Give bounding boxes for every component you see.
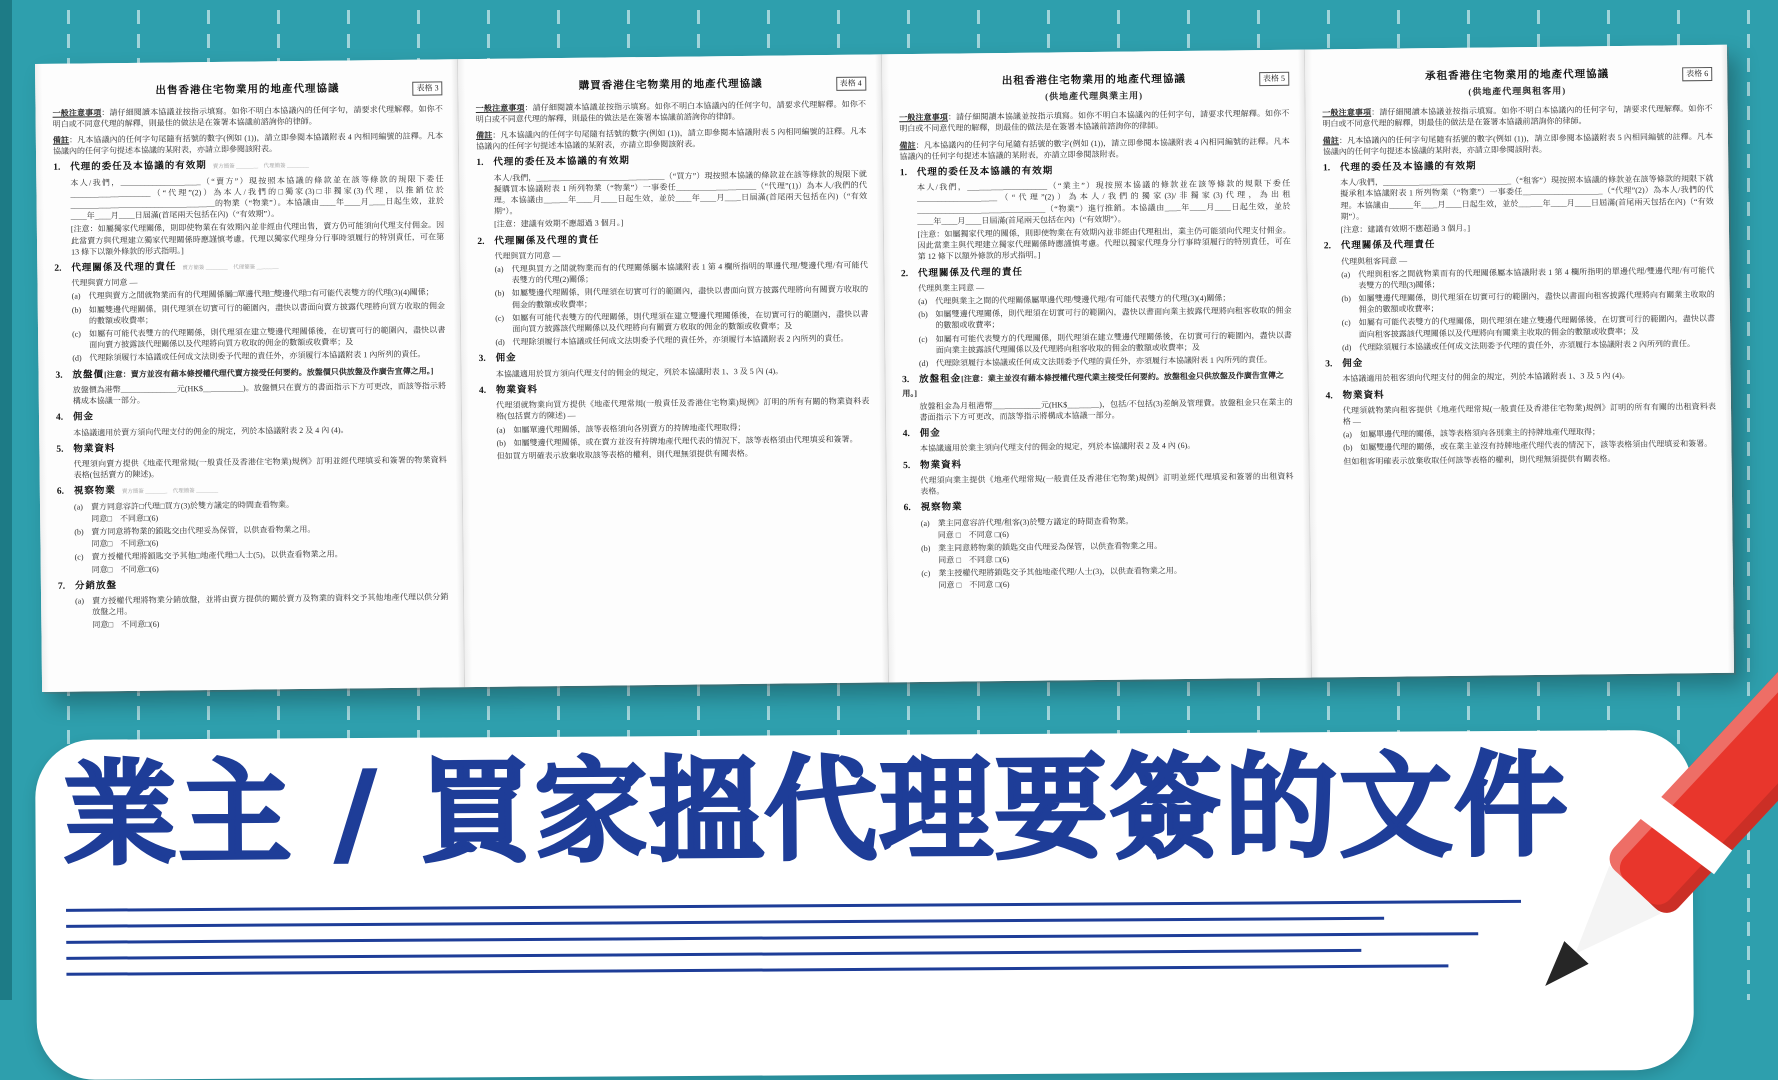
section-paragraph: 代理須向業主提供《地產代理常規(一般責任及香港住宅物業)規例》訂明並經代理填妥和簽署的出租資料表格。 <box>920 471 1294 497</box>
item-body: 代理與業主之間的代理關係屬單邊代理/雙邊代理/有可能代表雙方的代理(3)(4)關係； <box>935 293 1231 306</box>
item-text <box>938 513 1294 540</box>
general-note-label: 一般注意事項 <box>899 112 949 123</box>
section-paragraph: 代理須就物業向租客提供《地產代理常規(一般責任及香港住宅物業)規例》訂明的所有有關的出租資料表格 — <box>1342 401 1717 427</box>
section-paragraph: 本人/我們，____________________（“業主”）現按照本協議的條款並在該等條款的規限下委任____________________（“代理”(2)）為本人/我們的獨家(3)/非獨家(3)代理，為出租________________________________（“物業”）進行推銷。本協議由____年____月____日起生效，並於____年____月____日屆滿(首尾兩天包括在內)（“有效期”）。 <box>916 179 1291 226</box>
section-paragraph: 本人/我們，________________________________（“買方”）現按照本協議的條款並在該等條款的規限下就擬購買本協議附表 1 所列物業（“物業”）一事委任____________________（“代理”(1)）為本人/我們的代理。本協議由______年____月____日起生效，並於____年____月____日屆滿(首尾兩天包括在內)（“有效期”）。 <box>493 169 868 217</box>
doc-title: 承租香港住宅物業用的地產代理協議 <box>1425 69 1610 83</box>
item-text <box>92 548 448 575</box>
section-title: 視察物業 <box>920 502 963 514</box>
item-label: (c) <box>74 552 84 563</box>
item-label: (b) <box>918 310 928 320</box>
section-intro: 代理與業主同意 — <box>918 283 985 293</box>
section-paragraph: 本協議適用於賣方須向代理支付的佣金的規定，列於本協議附表 2 及 4 內 (4)。 <box>73 425 349 438</box>
item-body: 如屬雙邊代理關係，或在賣方並沒有持牌地產代理代表的情況下，該等表格須由代理填妥和簽署。 <box>513 434 858 448</box>
list-item <box>1342 338 1715 353</box>
section-paragraph: 本協議適用於買方須向代理支付的佣金的規定，列於本協議附表 1、3 及 5 內 (4)。 <box>495 366 784 379</box>
agreement-page-form6 <box>1305 45 1734 678</box>
initials-note: 賣方簡簽 ________ 代理簡簽 ________ <box>121 488 219 496</box>
consent-checkboxes: 同意□ 不同意□(6) <box>91 564 159 575</box>
doc-sections <box>1323 158 1717 467</box>
section-number: 4. <box>1325 390 1333 401</box>
section-number: 6. <box>903 503 911 514</box>
contract-section <box>1324 236 1716 353</box>
list-item <box>921 513 1294 541</box>
initials-note: 賣方簡簽 ________ 代理簡簽 ________ <box>182 264 279 272</box>
section-paragraph: [注意：如屬獨家代理的關係，則即使物業在有效期內並非經由代理租出，業主仍可能須向代理支付佣金。因此當業主與代理建立獨家代理關係時應謹慎考慮。代理以獨家代理身分行事時須履行的特別責任，可在第 12 條下以額外條款的形式指明。] <box>917 225 1291 262</box>
item-body: 如屬單邊代理的關係，該等表格須向各別業主的持牌地產代理取得； <box>1359 427 1601 440</box>
section-title: 代理的委任及本協議的有效期 <box>916 166 1054 178</box>
item-text <box>512 333 868 348</box>
section-title: 物業資料 <box>495 385 539 396</box>
section-number: 4. <box>902 429 910 440</box>
remark-text: ：凡本協議內的任何字句尾隨有括號的數字(例如 (1))，請立即參閱本協議附表 4 內相同編號的註釋。凡本協議內的任何字句提述本協議的某附表，亦請立即參閱該附表。 <box>899 136 1290 161</box>
contract-section <box>1325 354 1716 385</box>
consent-checkboxes: 同意 □ 不同意 □(6) <box>937 529 1009 540</box>
section-number: 3. <box>478 354 486 365</box>
doc-title: 出租香港住宅物業用的地產代理協議 <box>1001 73 1186 88</box>
contract-section <box>56 439 447 481</box>
section-paragraph: [注意：建議有效期不應超過 3 個月。] <box>1340 223 1471 235</box>
item-body: 代理除須履行本協議或任何成文法則委予代理的責任外，亦須履行本協議附表 1 內所列的責任。 <box>935 355 1272 368</box>
section-paragraph: 本人/我們，____________________（“賣方”）現按照本協議的條款並在該等條款的規限下委任____________________（“代理”(2)）為本人/我們的□獨家(3)□非獨家(3)代理，以推銷位於____________________________________的物業（“物業”）。本協議由____年____月____日起生效，並於____年____月____日屆滿(首尾兩天包括在內)（“有效期”）。 <box>70 174 444 221</box>
general-note-text: ：請仔細閱讀本協議並按指示填寫。如你不明白本協議內的任何字句，請要求代理解釋。如你不明白或不同意代理的解釋，則最佳的做法是在簽署本協議前諮詢你的律師。 <box>1322 104 1713 129</box>
section-number: 3. <box>55 370 63 381</box>
item-text <box>936 354 1292 369</box>
item-body: 如屬雙邊代理關係，則代理須在切實可行的範圍內，盡快以書面向賣方披露代理將向買方收取的佣金的數額或收費率； <box>88 301 446 326</box>
list-item <box>1341 265 1714 292</box>
contract-section <box>55 365 446 407</box>
remark-label: 備註 <box>52 135 70 145</box>
documents-sheet <box>35 45 1734 692</box>
doc-title: 出售香港住宅物業用的地產代理協議 <box>155 83 340 97</box>
section-paragraph: [注意：如屬獨家代理關係，則即使物業在有效期內並非經由代理出售，賣方仍可能須向代理支付佣金。因此當賣方與代理建立獨家代理關係時應謹慎考慮。代理以獨家代理身分行事時須履行的特別責任，可在第 13 條下以額外條款的形式指明。] <box>70 220 445 257</box>
item-label: (c) <box>918 334 928 344</box>
doc-subtitle: (供地產代理與業主用) <box>1044 90 1144 102</box>
remark <box>476 126 866 153</box>
item-label: (b) <box>496 438 506 448</box>
list-item <box>75 592 449 631</box>
item-label: (d) <box>72 353 82 364</box>
section-title: 分銷放盤 <box>74 580 117 592</box>
item-label: (b) <box>1343 443 1353 453</box>
section-title-note: [注意：賣方並沒有藉本條授權代理代賣方接受任何要約。放盤價只供放盤及作廣告宣傳之用。] <box>103 366 434 379</box>
section-paragraph: 本協議適用於租客須向代理支付的佣金的規定，列於本協議附表 1、3 及 5 內 (4)。 <box>1342 371 1630 384</box>
contract-section <box>479 349 870 380</box>
section-number: 1. <box>476 158 484 169</box>
item-body: 如屬有可能代表雙方的代理關係，則代理須在建立雙邊代理關係後，在切實可行的範圍內，盡快以書面向買方披露該代理關係以及代理將向有關賣方收取的佣金的數額或收費率；及 <box>512 309 869 334</box>
general-note-text: ：請仔細閱讀本協議並按指示填寫。如你不明白本協議內的任何字句，請要求代理解釋。如你不明白或不同意代理的解釋，則最佳的做法是在簽署本協議前諮詢你的律師。 <box>475 99 867 124</box>
agreement-page-form4 <box>458 54 888 687</box>
item-label: (a) <box>920 518 930 528</box>
contract-section <box>58 576 449 630</box>
list-item <box>919 354 1292 369</box>
section-paragraph: 本人/我們，________________________________（“租客”）現按照本協議的條款並在該等條款的規限下就擬承租本協議附表 1 所列物業（“物業”）一事委任____________________（“代理”(2)）為本人/我們的代理。本協議由______年____月____日起生效，並於______年____月____日屆滿(首尾兩天包括在內)（“有效期”）。 <box>1340 174 1714 222</box>
item-label: (d) <box>495 337 505 348</box>
item-body: 如屬雙邊代理關係，則代理須在切實可行的範圍內，盡快以書面向租客披露代理將向有關業主收取的佣金的數額或收費率； <box>1358 290 1715 315</box>
ruled-line <box>66 900 1521 912</box>
section-title: 物業資料 <box>920 460 963 471</box>
section-number: 2. <box>477 236 485 247</box>
remark-text: ：凡本協議內的任何字句尾隨有括號的數字(例如 (1))，請立即參閱本協議附表 5 內相同編號的註釋。凡本協議內的任何字句提述本協議的某附表，亦請立即參閱該附表。 <box>476 126 867 152</box>
item-label: (d) <box>1341 342 1352 353</box>
section-title: 代理關係及代理的責任 <box>71 262 177 274</box>
consent-checkboxes: 同意□ 不同意□(6) <box>91 513 159 524</box>
item-body: 如屬單邊代理關係，該等表格須向各別賣方的持牌地產代理取得； <box>513 422 746 435</box>
item-label: (b) <box>74 527 84 537</box>
contract-section <box>53 158 444 258</box>
remark-text: ：凡本協議內的任何字句尾隨有括號的數字(例如 (1))，請立即參閱本協議附表 4 內相同編號的註釋。凡本協議內的任何字句提述本協議的某附表，亦請立即參閱該附表。 <box>52 131 444 157</box>
general-note <box>899 108 1289 135</box>
contract-section <box>476 153 867 231</box>
remark <box>53 130 443 157</box>
item-text <box>512 260 868 286</box>
page-header <box>1322 67 1713 100</box>
page-header <box>899 72 1290 105</box>
section-number: 3. <box>902 375 910 386</box>
remark <box>1323 131 1713 158</box>
contract-section <box>904 498 1295 592</box>
item-body: 如屬雙邊代理關係，則代理須在切實可行的範圍內，盡快以書面向買方披露代理將向有關賣方收取的佣金的數額或收費率； <box>511 285 869 310</box>
headline-card <box>35 730 1694 1080</box>
section-number: 6. <box>56 487 65 498</box>
ruled-lines <box>66 899 1693 976</box>
item-text <box>92 592 449 631</box>
section-intro: 代理與租客同意 — <box>1341 255 1408 266</box>
section-title: 物業資料 <box>1342 390 1385 401</box>
item-label: (a) <box>496 425 506 435</box>
list-item <box>495 308 868 335</box>
item-label: (c) <box>1341 318 1351 328</box>
contract-section <box>901 263 1292 369</box>
section-title: 代理關係及代理的責任 <box>917 267 1024 279</box>
remark <box>899 135 1289 162</box>
section-title-note: [注意：業主並沒有藉本條授權代理代業主接受任何要約。放盤租金只供放盤及作廣告宣傳之用。] <box>902 371 1284 398</box>
general-note-label: 一般注意事項 <box>52 107 102 118</box>
item-label: (b) <box>1341 294 1351 304</box>
form-number-tag: 表格 5 <box>1259 72 1289 86</box>
list-item <box>919 329 1292 356</box>
consent-checkboxes: 同意 □ 不同意 □(6) <box>938 555 1010 565</box>
item-text <box>1358 265 1714 291</box>
section-title: 代理的委任及本協議的有效期 <box>70 161 207 173</box>
item-body: 如屬雙邊代理關係，則代理須在切實可行的範圍內，盡快以書面向業主披露代理將向租客收取的佣金的數額或收費率； <box>935 306 1292 331</box>
general-note-text: ：請仔細閱讀本協議並按指示填寫。如你不明白本協議內的任何字句，請要求代理解釋。如你不明白或不同意代理的解釋，則最佳的做法是在簽署本協議前諮詢你的律師。 <box>899 109 1290 134</box>
item-label: (a) <box>918 296 928 307</box>
remark-label: 備註 <box>1322 135 1339 146</box>
list-item <box>495 333 868 348</box>
item-body: 如屬雙邊代理的關係，或在業主並沒有持牌地產代理代表的情況下，該等表格須由代理填妥和簽署。 <box>1360 439 1713 453</box>
ruled-line <box>66 932 1478 944</box>
form-number-tag: 表格 6 <box>1682 67 1712 81</box>
section-heading <box>902 370 1293 399</box>
item-label: (a) <box>71 291 81 302</box>
agreement-page-form5 <box>881 50 1311 683</box>
item-label: (c) <box>495 313 505 323</box>
item-body: 代理除須履行本協議或任何成文法則委予代理的責任外，亦須履行本協議附表 2 內所列的責任。 <box>512 334 849 347</box>
item-label: (a) <box>1341 269 1351 279</box>
list-item <box>495 284 868 311</box>
section-number: 2. <box>1323 241 1332 252</box>
doc-sections <box>900 163 1295 592</box>
section-closing: 但如租客明確表示放棄收取任何該等表格的權利，則代理無須提供有關表格。 <box>1343 453 1616 466</box>
list-item <box>75 548 448 576</box>
general-note <box>1322 103 1712 130</box>
item-body: 業主同意將物業的鎖匙交由代理妥為保管，以供查看物業之用。 <box>937 541 1163 553</box>
remark-label: 備註 <box>476 130 493 141</box>
general-note-label: 一般注意事項 <box>475 103 525 113</box>
section-number: 1. <box>899 168 907 179</box>
item-body: 業主授權代理將鎖匙交予其他地產代理/人士(3)，以供查看物業之用。 <box>938 566 1182 579</box>
item-text <box>91 497 447 524</box>
section-number: 2. <box>54 263 62 274</box>
remark-text: ：凡本協議內的任何字句尾隨有括號的數字(例如 (1))，請立即參閱本協議附表 5 內相同編號的註釋。凡本協議內的任何字句提述本協議的某附表，亦請立即參閱該附表。 <box>1322 131 1713 157</box>
contract-section <box>54 258 445 364</box>
contract-section <box>57 482 448 576</box>
section-title: 物業資料 <box>73 443 116 455</box>
item-text <box>1359 338 1715 353</box>
list-item <box>72 324 445 351</box>
list-item <box>918 305 1291 332</box>
general-note <box>476 98 866 125</box>
section-title: 代理關係及代理的責任 <box>494 235 600 247</box>
general-note-label: 一般注意事項 <box>1322 108 1372 118</box>
item-body: 代理與買方之間就物業而有的代理關係屬本協議附表 1 第 4 欄所指明的單邊代理/雙邊代理/有可能代表雙方的代理(2)關係； <box>511 260 868 285</box>
contract-section <box>903 424 1294 455</box>
section-paragraph: 本協議適用於業主須向代理支付的佣金的規定，列於本協議附表 2 及 4 內 (6)。 <box>919 441 1196 454</box>
item-body: 如屬有可能代表雙方的代理關係，則代理須在建立雙邊代理關係後，在切實可行的範圍內，盡快以書面向租客披露該代理關係以及代理將向有關業主收取的佣金的數額或收費率；及 <box>1358 314 1716 339</box>
item-text <box>512 284 868 310</box>
section-paragraph: [注意：建議有效期不應超過 3 個月。] <box>494 218 624 230</box>
list-item <box>921 539 1294 567</box>
page-header <box>475 77 865 95</box>
item-body: 賣方授權代理將物業分銷放盤，並將由賣方提供的關於賣方及物業的資料交予其他地產代理以供分銷放盤之用。 <box>92 592 449 617</box>
section-title: 佣金 <box>919 428 941 440</box>
section-number: 7. <box>57 581 66 592</box>
section-title: 佣金 <box>72 412 95 423</box>
doc-title: 購買香港住宅物業用的地產代理協議 <box>578 78 763 92</box>
section-number: 3. <box>1325 359 1333 370</box>
list-item <box>1341 289 1714 316</box>
section-title: 放盤租金 <box>919 374 962 386</box>
consent-checkboxes: 同意□ 不同意□(6) <box>91 538 159 549</box>
section-title: 視察物業 <box>73 486 116 498</box>
list-item <box>74 522 447 550</box>
contract-section <box>477 231 869 348</box>
list-item <box>921 564 1294 592</box>
item-text <box>91 522 447 549</box>
section-number: 4. <box>478 385 487 396</box>
section-closing: 但如買方明確表示放棄收取該等表格的權利，則代理無須提供有關表格。 <box>496 448 753 461</box>
ruled-line <box>66 916 1384 927</box>
section-intro: 代理與買方同意 — <box>494 250 561 261</box>
doc-sections <box>53 158 449 631</box>
item-label: (c) <box>921 569 931 579</box>
item-text <box>89 300 445 326</box>
item-body: 賣方授權代理將鎖匙交予其他□地產代理□人士(5)，以供查看物業之用。 <box>91 550 343 562</box>
page-header <box>52 81 442 99</box>
item-text <box>89 324 445 350</box>
consent-checkboxes: 同意□ 不同意□(6) <box>92 619 160 629</box>
item-body: 代理與租客之間就物業而有的代理關係屬本協議附表 1 第 4 欄所指明的單邊代理/雙邊代理/有可能代表雙方的代理(3)關係； <box>1358 265 1715 290</box>
ruled-line <box>66 949 1361 960</box>
contract-section <box>479 380 870 462</box>
section-number: 1. <box>53 163 61 174</box>
section-number: 2. <box>900 268 909 279</box>
list-item <box>1342 313 1715 340</box>
general-note-text: ：請仔細閱讀本協議並按指示填寫。如你不明白本協議內的任何字句，請要求代理解釋。如你不明白或不同意代理的解釋，則最佳的做法是在簽署本協議前諮詢你的律師。 <box>52 104 443 129</box>
item-text <box>938 539 1294 566</box>
left-edge-strip <box>0 0 12 1000</box>
list-item <box>495 260 868 287</box>
agreement-page-form3 <box>35 59 465 692</box>
item-label: (d) <box>918 358 929 369</box>
list-item <box>74 497 447 525</box>
item-text <box>89 349 445 364</box>
section-number: 5. <box>903 460 911 471</box>
item-label: (a) <box>1342 430 1352 440</box>
item-label: (a) <box>75 596 85 606</box>
item-body: 賣方同意將物業的鎖匙交由代理妥為保管，以供查看物業之用。 <box>91 524 316 537</box>
list-item <box>72 300 445 327</box>
contract-section <box>56 408 447 439</box>
item-body: 如屬有可能代表雙方的代理關係，則代理須在建立雙邊代理關係後，在切實可行的範圍內，盡快以書面向賣方披露該代理關係以及代理將向買方收取的佣金的數額或收費率；及 <box>89 325 446 350</box>
item-label: (b) <box>494 289 505 299</box>
item-label: (a) <box>494 264 504 274</box>
pen-white-band <box>1641 795 1733 874</box>
section-number: 1. <box>1322 163 1331 174</box>
item-label: (c) <box>72 329 82 339</box>
item-label: (b) <box>71 305 82 315</box>
remark-label: 備註 <box>899 140 916 150</box>
list-item <box>72 349 445 364</box>
section-number: 5. <box>56 444 64 455</box>
item-label: (b) <box>921 543 931 553</box>
section-title: 代理的委任及本協議的有效期 <box>493 156 630 169</box>
item-text <box>938 564 1294 591</box>
general-note <box>52 103 442 130</box>
section-number: 4. <box>55 412 64 424</box>
section-paragraph: 代理須就物業向買方提供《地產代理常規(一般責任及香港住宅物業)規例》訂明的所有有關的物業資料表格(包括賣方的陳述) — <box>496 396 870 422</box>
contract-section <box>902 370 1293 423</box>
consent-checkboxes: 同意 □ 不同意 □(6) <box>938 580 1010 591</box>
item-text <box>935 305 1291 331</box>
item-body: 業主同意容許代理/租客(3)於雙方議定的時間查看物業。 <box>937 516 1134 528</box>
form-number-tag: 表格 4 <box>836 77 866 91</box>
item-body: 代理除須履行本協議或任何成文法則委予代理的責任外，亦須履行本協議附表 1 內所列的責任。 <box>89 350 426 363</box>
contract-section <box>900 163 1291 263</box>
section-paragraph: 代理須向賣方提供《地產代理常規(一般責任及香港住宅物業)規例》訂明並經代理填妥和簽署的物業資料表格(包括賣方的陳述)。 <box>73 455 447 480</box>
contract-section <box>903 455 1294 497</box>
item-text <box>1359 313 1715 339</box>
item-text <box>1358 289 1714 315</box>
item-text <box>936 329 1292 355</box>
section-title: 放盤價 <box>72 369 105 381</box>
item-body: 賣方同意容許□代理□買方(3)於雙方議定的時間查看物業。 <box>90 499 295 512</box>
item-label: (a) <box>73 502 83 512</box>
ruled-line <box>66 964 1448 975</box>
doc-subtitle: (供地產代理與租客用) <box>1468 85 1567 97</box>
headline-text: 業主 / 買家搵代理要簽的文件 <box>63 739 1570 881</box>
form-number-tag: 表格 3 <box>412 81 442 95</box>
section-title: 代理的委任及本協議的有效期 <box>1339 161 1477 174</box>
contract-section <box>1323 158 1714 236</box>
section-title: 佣金 <box>495 353 517 365</box>
section-title: 佣金 <box>1342 358 1364 370</box>
item-body: 如屬有可能代表雙方的代理關係，則代理須在建立雙邊代理關係後，在切實可行的範圍內，盡快以書面向業主披露該代理關係以及代理將向租客收取的佣金的數額或收費率；及 <box>935 330 1292 355</box>
doc-sections <box>476 153 870 462</box>
section-title: 代理關係及代理責任 <box>1340 240 1436 252</box>
item-body: 代理與賣方之間就物業而有的代理關係屬□單邊代理□雙邊代理□有可能代表雙方的代理(3)(4)關係； <box>88 287 434 301</box>
section-paragraph: 放盤價為港幣______________元(HK$__________)。放盤價只在賣方的書面指示下方可更改，而該等指示將構成本協議一部分。 <box>72 381 446 406</box>
section-paragraph: 放盤租金為月租港幣____________元(HK$________)，包括/不包括(3)差餉及管理費。放盤租金只在業主的書面指示下方可更改，而該等指示將構成本協議一部分。 <box>919 397 1293 422</box>
section-intro: 代理與賣方同意 — <box>71 278 138 288</box>
contract-section <box>1326 385 1717 467</box>
item-body: 代理除須履行本協議或任何成文法則委予代理的責任外，亦須履行本協議附表 2 內所列的責任。 <box>1358 339 1696 352</box>
item-text <box>512 308 868 334</box>
initials-note: 賣方簡簽 ________ 代理簡簽 ________ <box>212 163 309 171</box>
